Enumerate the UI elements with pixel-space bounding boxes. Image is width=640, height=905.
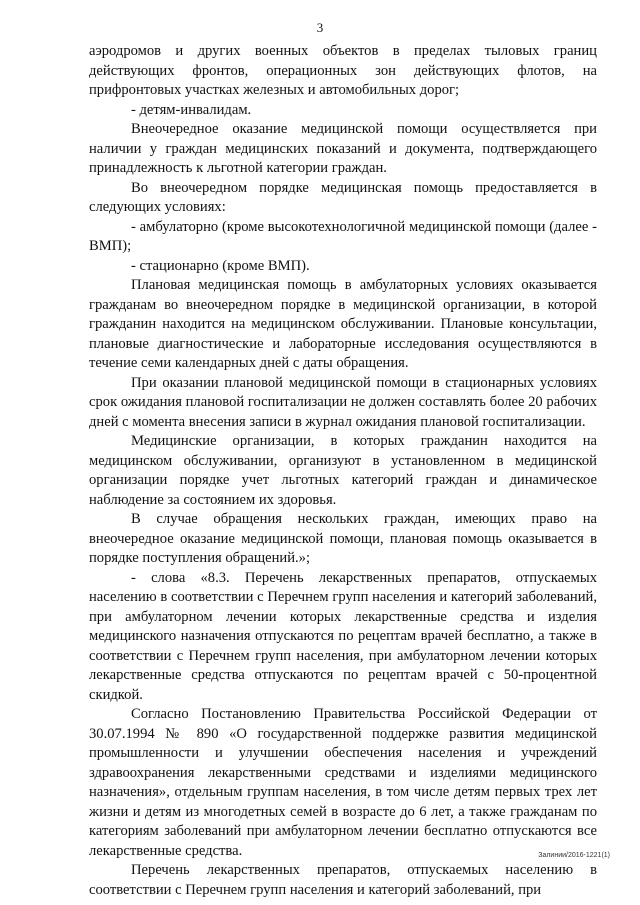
paragraph: аэродромов и других военных объектов в пределах тыловых границ действующих фронтов, операционных зон действующих флотов, на прифронтовых участках железных и автомобильных дорог; (89, 43, 597, 98)
body-text (89, 42, 597, 900)
paragraph: Внеочередное оказание медицинской помощи осуществляется при наличии у граждан медицинских показаний и документа, подтверждающего принадлежность к льготной категории граждан. (89, 121, 597, 176)
paragraph: Во внеочередном порядке медицинская помощь предоставляется в следующих условиях: (89, 179, 597, 215)
paragraph: Перечень лекарственных препаратов, отпускаемых населению в соответствии с Перечнем групп населения и категорий заболеваний, при (89, 862, 597, 898)
paragraph: - слова «8.3. Перечень лекарственных препаратов, отпускаемых населению в соответствии с Перечнем групп населения и категорий заболеваний, при амбулаторном лечении которых лекарственные средства и изделия медицинского назначения отпускаются по рецептам врачей бесплатно, а также в соответствии с Перечнем групп населения, при амбулаторном лечении которых лекарственные средства отпускаются по рецептам врачей с 50-процентной скидкой. (89, 569, 597, 703)
paragraph: Медицинские организации, в которых гражданин находится на медицинском обслуживании, организуют в установленном в медицинской организации порядке учет льготных категорий граждан и динамическое наблюдение за состоянием их здоровья. (89, 433, 597, 508)
footer-document-code: Залинии/2016-1221(1) (538, 852, 610, 859)
paragraph: В случае обращения нескольких граждан, имеющих право на внеочередное оказание медицинской помощи, плановая помощь оказывается в порядке поступления обращений.»; (89, 511, 597, 566)
paragraph: - амбулаторно (кроме высокотехнологичной медицинской помощи (далее - ВМП); (89, 218, 597, 254)
paragraph: Плановая медицинская помощь в амбулаторных условиях оказывается гражданам во внеочередном порядке в медицинской организации, в которой гражданин находится на медицинском обслуживании. Плановые консультации, плановые диагностические и лабораторные исследования осуществляются в течение семи календарных дней с даты обращения. (89, 277, 597, 371)
paragraph: - стационарно (кроме ВМП). (131, 257, 310, 274)
paragraph: Согласно Постановлению Правительства Российской Федерации от 30.07.1994 № 890 «О государственной поддержке развития медицинской промышленности и улучшении обеспечения населения и учреждений здравоохранения лекарственными средствами и изделиями медицинского назначения», отдельным группам населения, в том числе детям первых трех лет жизни и детям из многодетных семей в возрасте до 6 лет, а также гражданам по категориям заболеваний при амбулаторном лечении бесплатно отпускаются все лекарственные средства. (89, 706, 597, 859)
page-number: 3 (316, 20, 324, 35)
paragraph: - детям-инвалидам. (131, 101, 252, 118)
paragraph: При оказании плановой медицинской помощи в стационарных условиях срок ожидания плановой госпитализации не должен составлять более 20 рабочих дней с момента внесения записи в журнал ожидания плановой госпитализации. (89, 374, 597, 430)
